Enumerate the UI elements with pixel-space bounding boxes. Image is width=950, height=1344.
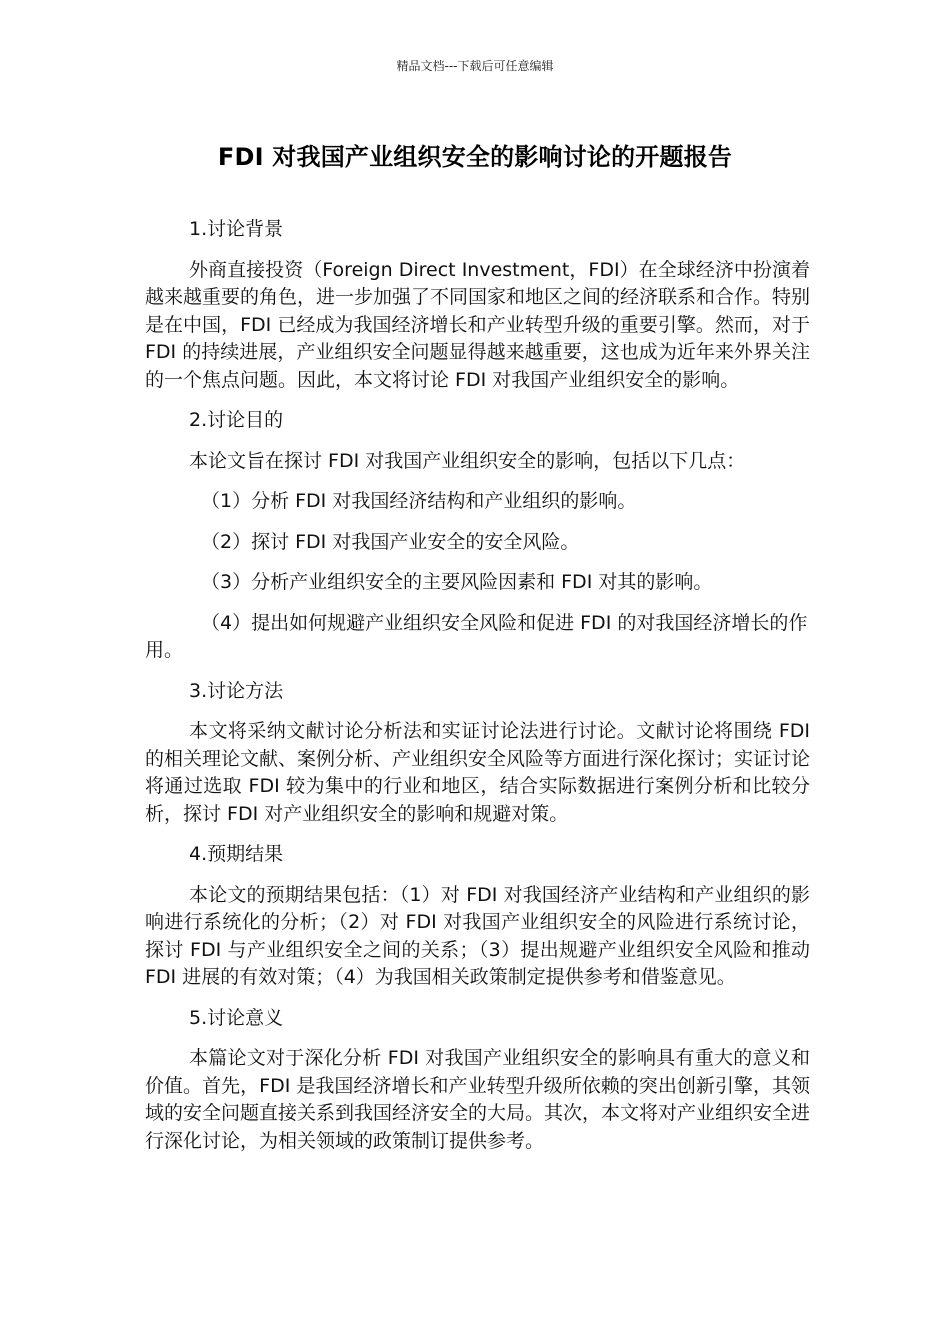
list-item-purpose-3: （3）分析产业组织安全的主要风险因素和 FDI 对其的影响。: [201, 571, 713, 593]
list-item-purpose-2: （2）探讨 FDI 对我国产业安全的安全风险。: [201, 530, 580, 553]
paragraph-background: 外商直接投资（Foreign Direct Investment，FDI）在全球经济中扮演着越来越重要的角色，进一步加强了不同国家和地区之间的经济联系和合作。特别是在中国，FDI 已经成为我国经济增长和产业转型升级的重要引擎。然而，对于 FDI 的持续进展，产业组织安全问题显得越来越重要，这也成为近年来外界关注的一个焦点问题。因此，本文将讨论 FDI 对我国产业组织安全的影响。: [145, 258, 811, 391]
section-heading-results: 4.预期结果: [189, 843, 284, 865]
section-heading-background: 1.讨论背景: [189, 218, 284, 240]
list-item-purpose-4: （4）提出如何规避产业组织安全风险和促进 FDI 的对我国经济增长的作用。: [145, 611, 808, 661]
paragraph-method: 本文将采纳文献讨论分析法和实证讨论法进行讨论。文献讨论将围绕 FDI 的相关理论文献、案例分析、产业组织安全风险等方面进行深化探讨；实证讨论将通过选取 FDI 较为集中的行业和地区，结合实际数据进行案例分析和比较分析，探讨 FDI 对产业组织安全的影响和规避对策。: [145, 720, 811, 825]
section-heading-significance: 5.讨论意义: [189, 1006, 284, 1029]
document-body: [145, 216, 810, 1168]
header-note: 精品文档---下载后可任意编辑: [396, 59, 554, 73]
list-item-purpose-1: （1）分析 FDI 对我国经济结构和产业组织的影响。: [201, 490, 637, 512]
page-title: FDI 对我国产业组织安全的影响讨论的开题报告: [217, 143, 733, 171]
paragraph-purpose-intro: 本论文旨在探讨 FDI 对我国产业组织安全的影响，包括以下几点：: [189, 449, 746, 472]
section-heading-method: 3.讨论方法: [189, 679, 284, 702]
section-heading-purpose: 2.讨论目的: [189, 409, 284, 431]
paragraph-significance: 本篇论文对于深化分析 FDI 对我国产业组织安全的影响具有重大的意义和价值。首先，FDI 是我国经济增长和产业转型升级所依赖的突出创新引擎，其领域的安全问题直接关系到我国经济安全的大局。其次，本文将对产业组织安全进行深化讨论，为相关领域的政策制订提供参考。: [145, 1047, 811, 1152]
paragraph-results: 本论文的预期结果包括：（1）对 FDI 对我国经济产业结构和产业组织的影响进行系统化的分析；（2）对 FDI 对我国产业组织安全的风险进行系统讨论，探讨 FDI 与产业组织安全之间的关系；（3）提出规避产业组织安全风险和推动 FDI 进展的有效对策；（4）为我国相关政策制定提供参考和借鉴意见。: [145, 883, 810, 988]
